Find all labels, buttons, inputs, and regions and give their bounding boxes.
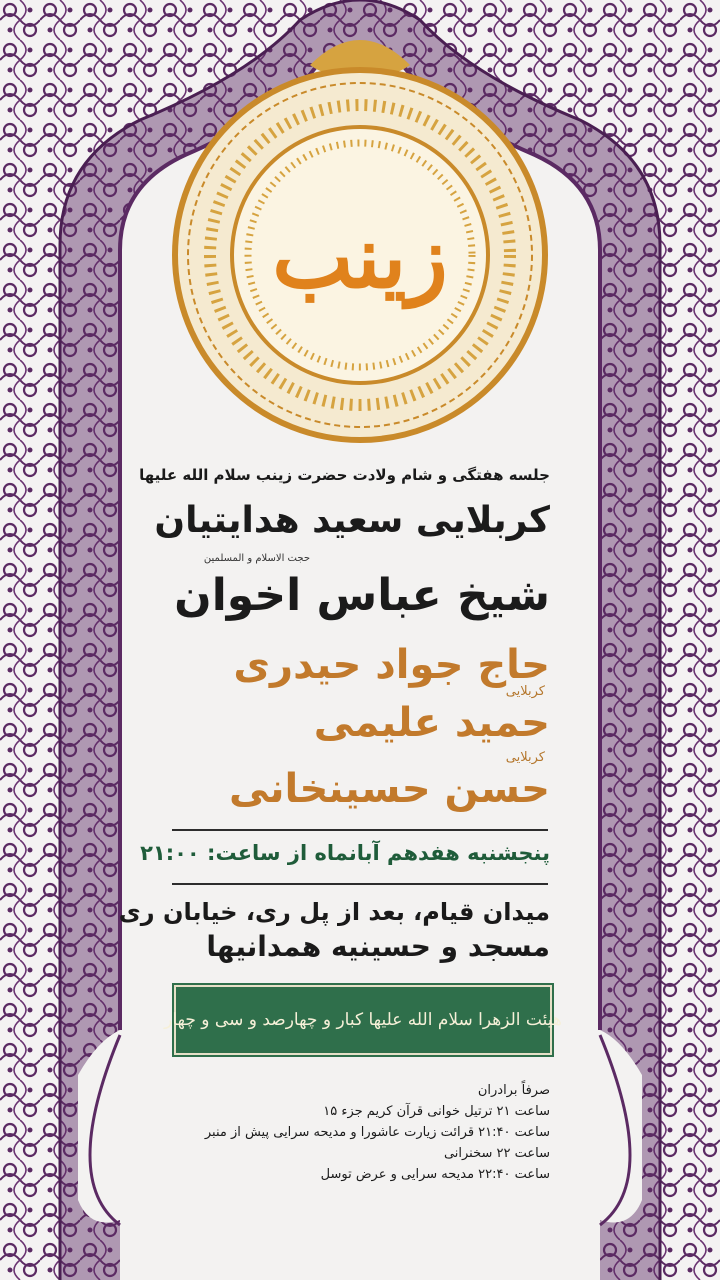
speaker-2-name: شیخ عباس اخوان — [174, 570, 550, 621]
program-item: ساعت ۲۱ ترتیل خوانی قرآن کریم جزء ۱۵ — [323, 1104, 550, 1119]
program-schedule — [205, 1080, 550, 1185]
reciter-3-honorific: کربلایی — [505, 750, 545, 765]
program-heading: صرفاً برادران — [477, 1083, 550, 1098]
divider — [172, 829, 548, 831]
medallion-calligraphy: زينب — [272, 207, 448, 308]
reciter-2-honorific: کربلایی — [505, 684, 545, 699]
reciter-1-name: حاج جواد حیدری — [233, 642, 550, 688]
speaker-2-honorific: حجت الاسلام و المسلمین — [203, 553, 310, 564]
address-line-1: میدان قیام، بعد از پل ری، خیابان ری — [118, 898, 550, 926]
calligraphy-medallion — [160, 25, 560, 445]
program-item: ساعت ۲۲ سخنرانی — [443, 1146, 550, 1161]
program-item: ساعت ۲۲:۴۰ مدیحه سرایی و عرض توسل — [320, 1167, 550, 1182]
divider — [172, 883, 548, 885]
organizer-banner — [164, 985, 562, 1055]
event-datetime: پنجشنبه هفدهم آبانماه از ساعت: ۲۱:۰۰ — [140, 841, 550, 865]
event-series-title: جلسه هفتگی و شام ولادت حضرت زینب سلام الله علیها — [139, 466, 550, 484]
speaker-1-name: کربلایی سعید هدایتیان — [154, 500, 550, 541]
organizer-banner-text: هیئت الزهرا سلام الله علیها کبار و چهارصد و سی و چهار — [164, 1010, 562, 1030]
reciter-3-name: حسن حسینخانی — [229, 766, 550, 812]
program-item: ساعت ۲۱:۴۰ قرائت زیارت عاشورا و مدیحه سرایی پیش از منبر — [204, 1125, 550, 1140]
reciter-2-name: حمید علیمی — [313, 700, 550, 746]
address-line-2: مسجد و حسینیه همدانیها — [206, 930, 550, 963]
